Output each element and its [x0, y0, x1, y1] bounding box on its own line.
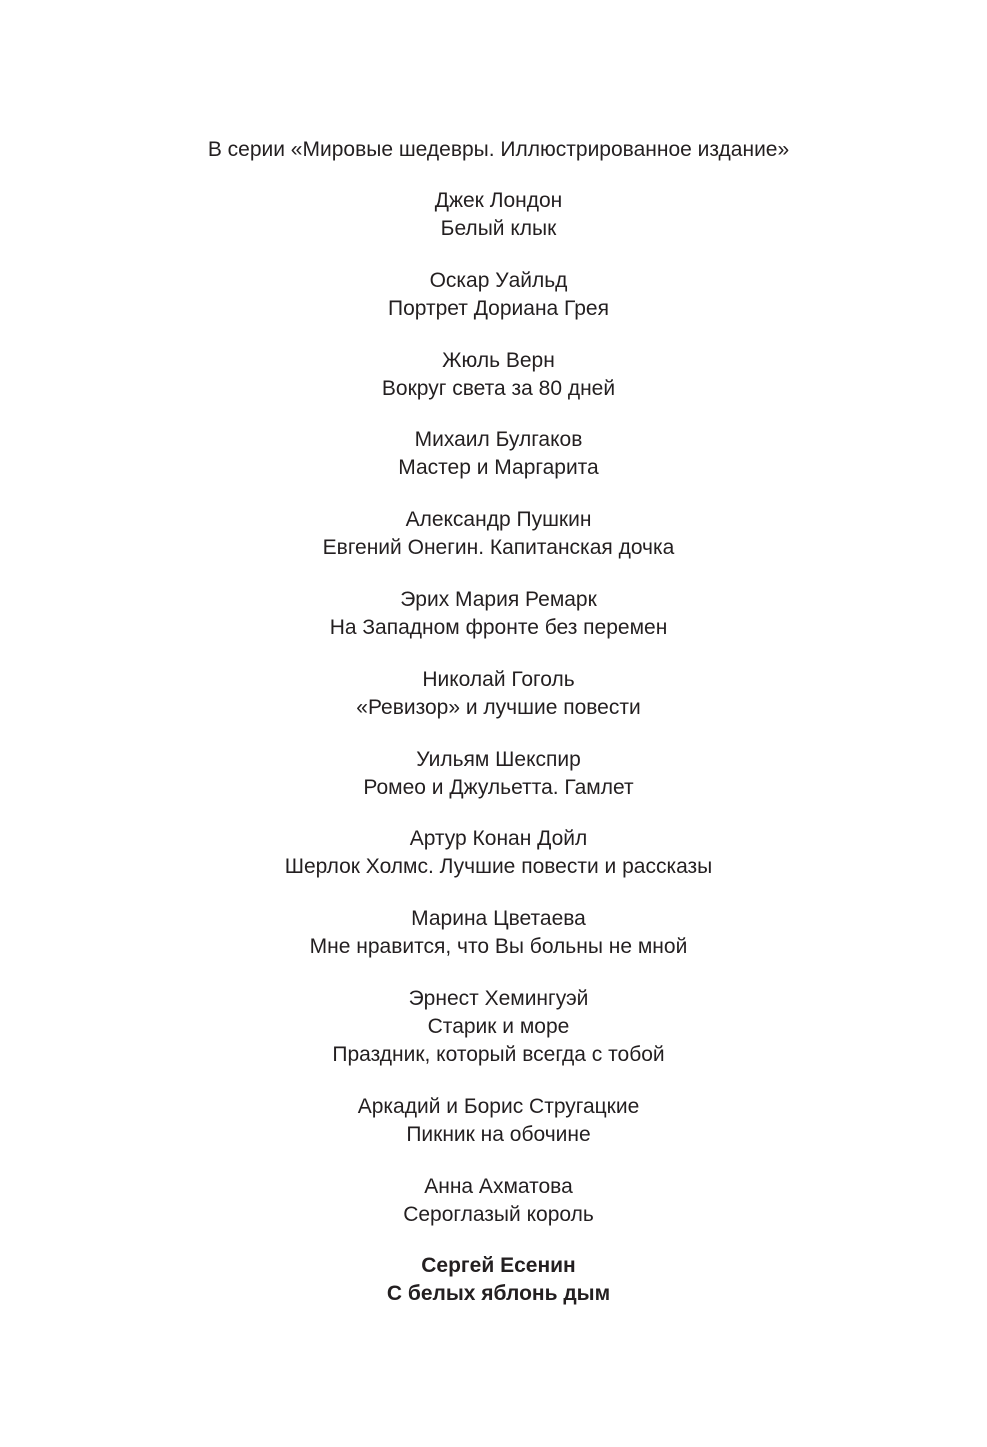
book-title: Праздник, который всегда с тобой	[332, 1042, 665, 1066]
book-entry	[0, 347, 987, 403]
book-entry	[0, 187, 987, 243]
book-entry	[0, 666, 987, 722]
book-entry	[0, 985, 987, 1069]
book-author: Эрнест Хемингуэй	[408, 986, 589, 1010]
book-title: Ромео и Джульетта. Гамлет	[363, 775, 634, 799]
book-entry	[0, 426, 987, 482]
book-title: Белый клык	[440, 217, 557, 240]
book-author: Анна Ахматова	[424, 1174, 573, 1198]
book-title: Мастер и Маргарита	[398, 456, 599, 480]
book-author: Эрих Мария Ремарк	[400, 587, 597, 611]
book-title: Евгений Онегин. Капитанская дочка	[322, 536, 675, 560]
book-entry	[0, 506, 987, 562]
book-entry	[0, 267, 987, 323]
book-author: Николай Гоголь	[422, 667, 575, 691]
series-page	[0, 136, 987, 1332]
book-author: Марина Цветаева	[411, 907, 586, 931]
book-title: Сероглазый король	[403, 1202, 594, 1226]
book-author: Аркадий и Борис Стругацкие	[357, 1094, 640, 1118]
book-entry	[0, 825, 987, 881]
book-title: Мне нравится, что Вы больны не мной	[309, 935, 688, 959]
book-title: «Ревизор» и лучшие повести	[356, 695, 641, 719]
book-title: Старик и море	[427, 1014, 570, 1038]
book-entry	[0, 1173, 987, 1229]
book-author: Жюль Верн	[442, 348, 555, 372]
book-author: Александр Пушкин	[405, 508, 592, 532]
book-entry	[0, 905, 987, 961]
book-entry	[0, 746, 987, 802]
book-entry	[0, 586, 987, 642]
book-title: На Западном фронте без перемен	[329, 615, 668, 639]
series-title: В серии «Мировые шедевры. Иллюстрированное издание»	[207, 138, 790, 161]
book-title: Пикник на обочине	[406, 1122, 591, 1146]
book-author: Михаил Булгаков	[414, 428, 583, 452]
book-title: Портрет Дориана Грея	[388, 296, 609, 320]
book-author: Уильям Шекспир	[416, 747, 581, 771]
book-author: Оскар Уайльд	[429, 268, 568, 292]
book-title: С белых яблонь дым	[386, 1282, 611, 1306]
book-author: Артур Конан Дойл	[409, 827, 588, 851]
book-entry	[0, 1252, 987, 1308]
book-title: Вокруг света за 80 дней	[381, 376, 616, 400]
book-title: Шерлок Холмс. Лучшие повести и рассказы	[284, 855, 713, 879]
book-author: Сергей Есенин	[421, 1254, 576, 1278]
book-entry	[0, 1093, 987, 1149]
book-list	[0, 187, 987, 1308]
book-author: Джек Лондон	[434, 189, 563, 212]
